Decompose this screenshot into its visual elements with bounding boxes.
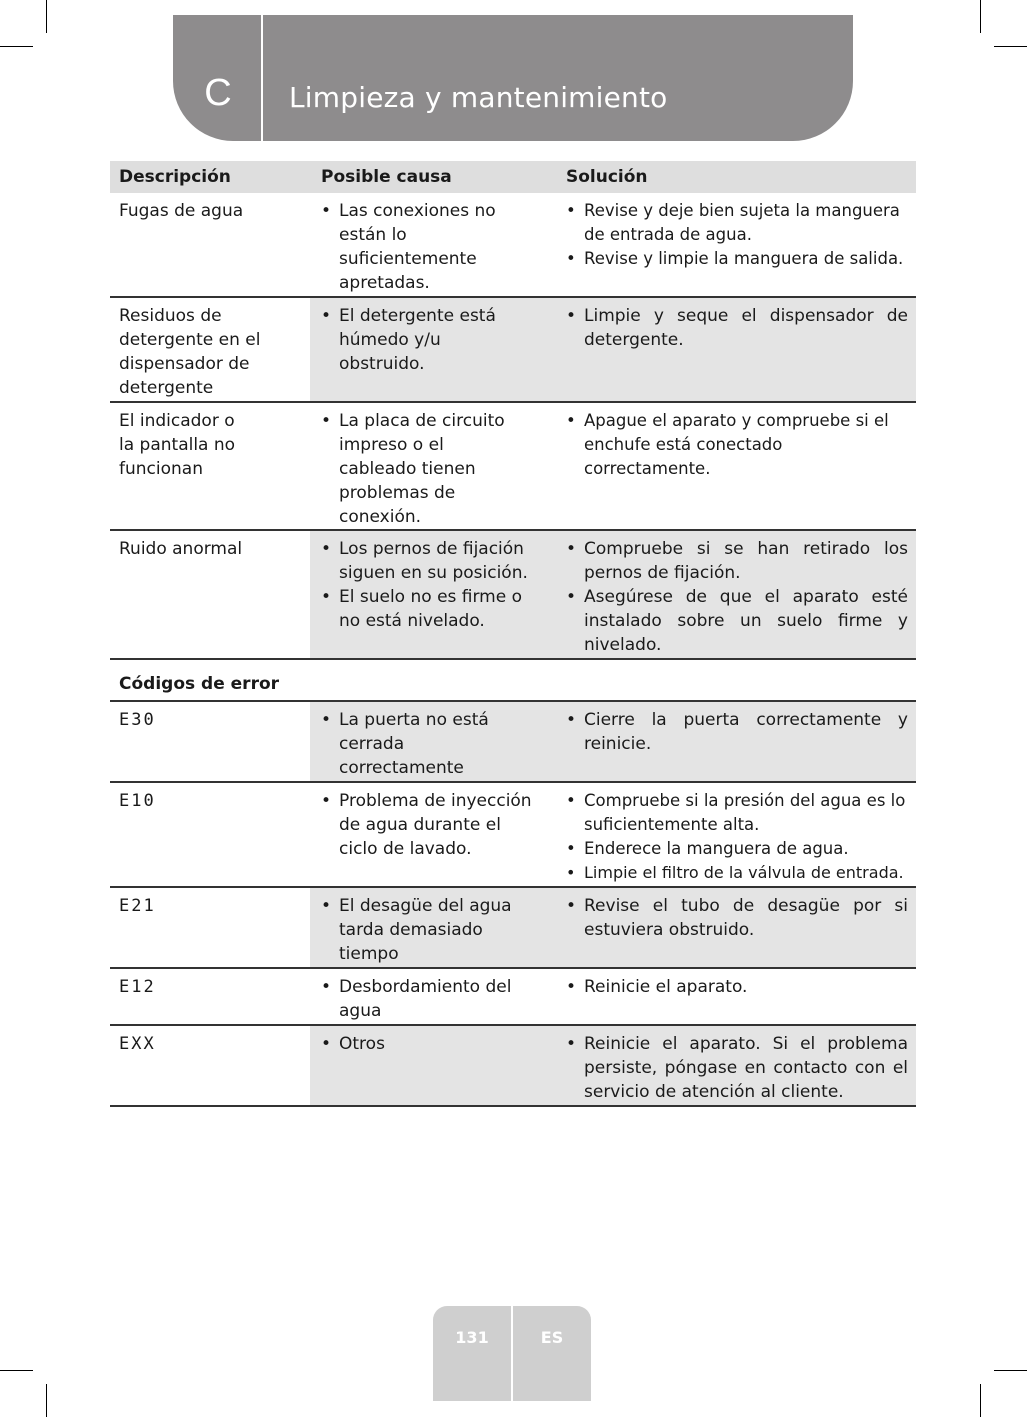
page-number: 131 <box>455 1328 489 1347</box>
cause-item: • La placa de circuito impreso o el cableado tienen problemas de conexión. <box>321 409 516 529</box>
solution-item: • Reinicie el aparato. Si el problema persiste, póngase en contacto con el servicio de atención al cliente. <box>566 1032 908 1104</box>
solution-item: • Limpie y seque el dispensador de detergente. <box>566 304 908 352</box>
chapter-title: Limpieza y mantenimiento <box>289 81 668 114</box>
row-solutions <box>556 783 916 886</box>
crop-mark <box>980 1384 981 1417</box>
row-description: Residuos de detergente en el dispensador de detergente <box>119 306 261 398</box>
solution-item: • Enderece la manguera de agua. <box>566 837 908 861</box>
row-causes <box>310 403 556 529</box>
error-code: E21 <box>119 896 156 916</box>
troubleshooting-table <box>110 161 916 1107</box>
solution-item: • Revise y limpie la manguera de salida. <box>566 247 908 271</box>
row-causes <box>310 298 556 401</box>
crop-mark <box>0 1370 33 1371</box>
table-row <box>110 702 916 783</box>
column-header-cause: Posible causa <box>321 167 452 187</box>
cause-item: • Las conexiones no están lo suficientemente apretadas. <box>321 199 518 295</box>
row-description: El indicador o la pantalla no funcionan <box>119 411 236 479</box>
row-causes <box>310 531 556 658</box>
crop-mark <box>0 46 33 47</box>
row-solutions <box>556 702 916 781</box>
solution-item: • Revise y deje bien sujeta la manguera de entrada de agua. <box>566 199 908 247</box>
language-code: ES <box>540 1328 564 1347</box>
row-causes <box>310 888 556 967</box>
table-row <box>110 193 916 298</box>
cause-item: • El detergente está húmedo y/u obstruido. <box>321 304 516 376</box>
row-description: Ruido anormal <box>119 539 243 559</box>
crop-mark <box>994 46 1027 47</box>
table-row <box>110 969 916 1026</box>
solution-item: • Reinicie el aparato. <box>566 975 908 999</box>
solution-item: • Limpie el filtro de la válvula de entrada. <box>566 861 908 885</box>
cause-item: • El suelo no es firme o no está nivelado. <box>321 585 544 633</box>
solution-item: • Compruebe si la presión del agua es lo suficientemente alta. <box>566 789 908 837</box>
row-solutions <box>556 531 916 658</box>
cause-item: • Los pernos de fijación siguen en su posición. <box>321 537 544 585</box>
solution-item: • Asegúrese de que el aparato esté instalado sobre un suelo firme y nivelado. <box>566 585 908 657</box>
column-header-description: Descripción <box>119 167 231 187</box>
table-header <box>110 161 916 193</box>
page-number-tab <box>433 1306 511 1401</box>
row-solutions <box>556 969 916 1024</box>
row-causes <box>310 193 556 296</box>
cause-item: • La puerta no está cerrada correctamente <box>321 708 496 780</box>
crop-mark <box>46 1384 47 1417</box>
row-solutions <box>556 888 916 967</box>
error-codes-section <box>110 660 916 702</box>
table-row <box>110 783 916 888</box>
row-causes <box>310 783 556 886</box>
row-solutions <box>556 403 916 529</box>
row-description: Fugas de agua <box>119 201 244 221</box>
chapter-letter: C <box>204 72 232 114</box>
solution-item: • Apague el aparato y compruebe si el enchufe está conectado correctamente. <box>566 409 908 481</box>
row-causes <box>310 1026 556 1105</box>
language-tab <box>513 1306 591 1401</box>
cause-item: • Desbordamiento del agua <box>321 975 550 1023</box>
crop-mark <box>994 1370 1027 1371</box>
cause-item: • El desagüe del agua tarda demasiado tiempo <box>321 894 546 966</box>
solution-item: • Compruebe si se han retirado los pernos de fijación. <box>566 537 908 585</box>
error-code: E30 <box>119 710 156 730</box>
table-row <box>110 888 916 969</box>
table-row <box>110 298 916 403</box>
solution-item: • Cierre la puerta correctamente y reinicie. <box>566 708 908 756</box>
error-codes-title: Códigos de error <box>119 674 280 694</box>
error-code: E12 <box>119 977 156 997</box>
crop-mark <box>46 0 47 33</box>
row-causes <box>310 969 556 1024</box>
row-solutions <box>556 298 916 401</box>
cause-item: • Problema de inyección de agua durante el ciclo de lavado. <box>321 789 542 861</box>
table-row <box>110 531 916 660</box>
header-divider <box>261 15 263 141</box>
table-row <box>110 403 916 531</box>
cause-item: • Otros <box>321 1032 556 1056</box>
solution-item: • Revise el tubo de desagüe por si estuviera obstruido. <box>566 894 908 942</box>
error-code: E10 <box>119 791 156 811</box>
row-causes <box>310 702 556 781</box>
column-header-solution: Solución <box>566 167 648 187</box>
row-solutions <box>556 193 916 296</box>
crop-mark <box>980 0 981 33</box>
error-code: EXX <box>119 1034 156 1054</box>
table-row <box>110 1026 916 1107</box>
row-solutions <box>556 1026 916 1105</box>
